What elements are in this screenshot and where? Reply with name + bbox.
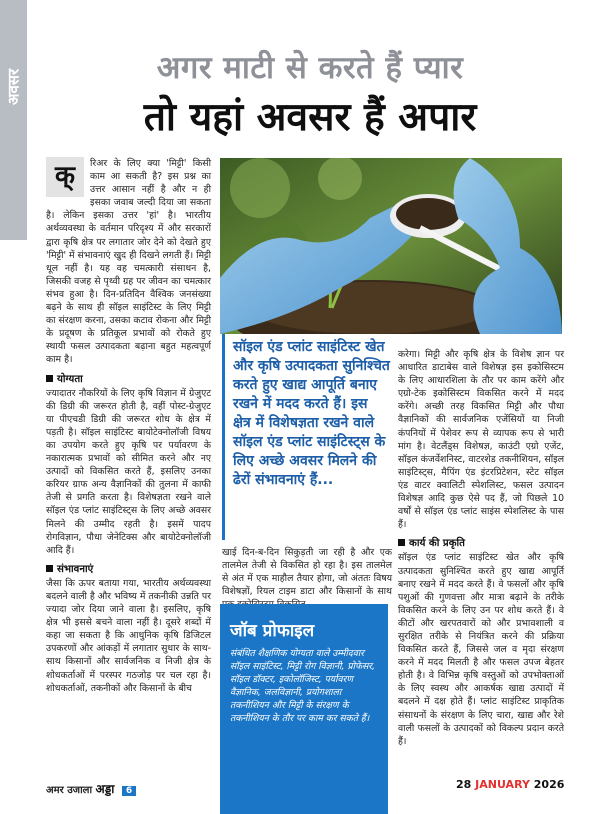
job-profile-box <box>220 604 388 814</box>
middle-paragraph: खाई दिन-ब-दिन सिकुड़ती जा रही है और एक तालमेल तेजी से विकसित हो रहा है। इस तालमेल से अंत में एक माहौल तैयार होगा, जो अंततः विषय विशेषज्ञों, रियल टाइम डाटा और किसानों के साथ <box>222 547 392 598</box>
date-month: JANUARY <box>475 778 530 791</box>
headline-line2: तो यहां अवसर हैं अपार <box>143 95 477 140</box>
date-year: 2026 <box>533 778 565 791</box>
job-profile-text: संबंधित शैक्षणिक योग्यता वाले उम्मीदवार सॉइल साइंटिस्ट, मिट्टी रोग विज्ञानी, प्रोफेसर, सॉइल डॉक्टर, इकोलॉजिस्ट, पर्यावरण वैज्ञानिक, जलविज्ञानी, प्रयोगशाला तकनीशियन और मिट्टी के संरक्षण के तकनीशियन के तौर पर काम कर सकते हैं। <box>230 648 375 724</box>
page-number: 6 <box>122 786 136 796</box>
right-column <box>398 348 564 748</box>
nature-of-work-heading: कार्य की प्रकृति <box>398 537 564 550</box>
left-column <box>46 157 211 695</box>
intro-paragraph: रिअर के लिए क्या 'मिट्टी' किसी काम आ सकती है? इस प्रश्न का उत्तर आसान नहीं है और न ही इसका जवाब जल्दी दिया जा सकता है। लेकिन इसका उत्तर 'हां' है। भारतीय अर्थव्यवस्था के वर्तमान परिदृश्य में और सरकारों द्वारा कृषि क्षेत्र पर लगातार जोर देने को देखते हुए 'मिट्टी' में संभावनाएं खुद ही दिखने लगती हैं। मिट्टी धूल नहीं है। यह वह चमत्कारी संसाधन है, जिसकी वजह से पृथ्वी ग्रह पर जीवन का चमत्कार संभव हुआ है। दिन-प्रतिदिन वैश्विक जनसंख्या बढ़ने के साथ ही सॉइल साइंटिस्ट के लिए मिट्टी का संरक्षण करना, उसका कटाव रोकना और मिट्टी के प्रदूषण के प्रतिकूल प्रभावों को रोकते हुए स्थायी फसल उत्पादकता बढ़ाना बहुत महत्वपूर्ण काम है। <box>46 158 211 366</box>
right-intro-paragraph: करेगा। मिट्टी और कृषि क्षेत्र के विशेष ज्ञान पर आधारित डाटाबेस वाले विशेषज्ञ इस इकोसिस्टम के लिए आधारशिला के तौर पर काम करेंगे और एग्रो-टेक इकोसिस्टम विकसित करने में मदद करेंगे। अच्छी तरह विकसित मिट्टी और पौधा वैज्ञानिकों की सार्वजनिक एजेंसियों या निजी कंपनियों में पेशेवर रूप से व्यापक रूप से भारी मांग है। वेटलैंड्स विशेषज्ञ, काउंटी एग्रो एजेंट, सॉइल कंजर्वेशनिस्ट, वाटरशेड तकनीशियन, सॉइल साइंटिस्ट्स, मैपिंग एंड इंटरप्रिटेशन, स्टेट सॉइल एंड वाटर क्वालिटी स्पेशलिस्ट, फसल उत्पादन विशेषज्ञ आदि कुछ ऐसे पद हैं, जो पिछले 10 वर्षों से सॉइल एंड प्लांट साइंस स्पेशलिस्ट के पास हैं। <box>398 349 564 531</box>
section-label: अवसर <box>4 68 23 106</box>
opportunities-paragraph: जैसा कि ऊपर बताया गया, भारतीय अर्थव्यवस्था बदलने वाली है और भविष्य में तकनीकी उन्नति पर ज्यादा जोर दिया जाने वाला है। इसलिए, कृषि क्षेत्र भी इससे बचने वाला नहीं है। दूसरे शब्दों में कहा जा सकता है कि आधुनिक कृषि डिजिटल उपकरणों और आंकड़ों में लगातार सुधार के साथ-साथ किसानों और सार्वजनिक व निजी क्षेत्र के शोधकर्ताओं में परस्पर गठजोड़ पर चल रहा है। शोधकर्ताओं, तकनीकों और किसानों के बीच <box>46 577 211 694</box>
brand-suffix: अड्डा <box>95 782 115 796</box>
brand-name: अमर उजाला <box>46 785 93 796</box>
section-band <box>0 0 27 240</box>
pull-quote: सॉइल एंड प्लांट साइंटिस्ट खेत और कृषि उत्पादकता सुनिश्चित करते हुए खाद्य आपूर्ति बनाए रखने में मदद करते हैं। इस क्षेत्र में विशेषज्ञता रखने वाले सॉइल एंड प्लांट साइंटिस्ट्स के लिए अच्छे अवसर मिलने की ढेरों संभावनाएं हैं... <box>222 334 390 540</box>
nature-of-work-paragraph: सॉइल एंड प्लांट साइंटिस्ट खेत और कृषि उत्पादकता सुनिश्चित करते हुए खाद्य आपूर्ति बनाए रखने में मदद करते हैं। वे फसलों और कृषि पशुओं की गुणवत्ता और मात्रा बढ़ाने के तरीके विकसित करने के लिए उन पर शोध करते हैं। वे कीटों और खरपतवारों को और प्रभावशाली व सुरक्षित तरीके से नियंत्रित करने की प्रक्रिया विकसित करते हैं, जिससे जल व मृदा संरक्षण करने में मदद मिलती है और फसल उपज बेहतर होती है। वे विभिन्न कृषि वस्तुओं को उपभोक्ताओं के लिए स्वस्थ और आकर्षक खाद्य उत्पादों में बदलने में दक्ष होते हैं। प्लांट साइंटिस्ट प्राकृतिक संसाधनों के संरक्षण के लिए चारा, खाद्य और रेशे वाली फसलों के उत्पादकों को विकल्प प्रदान करते हैं। <box>398 552 564 747</box>
eligibility-paragraph: ज्यादातर नौकरियों के लिए कृषि विज्ञान में ग्रेजुएट की डिग्री की जरूरत होती है, वहीं पोस्ट-ग्रेजुएट या पीएचडी डिग्री की जरूरत शोध के क्षेत्र में पड़ती है। सॉइल साइंटिस्ट बायोटेक्नोलॉजी विषय का उपयोग करते हुए कृषि पर पर्यावरण के नकारात्मक प्रभावों को सीमित करने और नए उत्पादों को विकसित करते हैं, इसलिए उनका करियर ग्राफ अन्य वैज्ञानिकों की तुलना में काफी तेजी से प्रगति करता है। विशेषज्ञता रखने वाले सॉइल एंड प्लांट साइंटिस्ट्स के लिए अच्छे अवसर मिलने की उम्मीद रहती है। इसमें पादप रोगविज्ञान, पौधा जेनेटिक्स और बायोटेक्नोलॉजी आदि हैं। <box>46 387 211 556</box>
date-day: 28 <box>456 778 472 791</box>
job-profile-title: जॉब प्रोफाइल <box>230 621 315 641</box>
headline-line1: अगर माटी से करते हैं प्यार <box>156 50 464 86</box>
soil-sample-photo <box>220 158 562 334</box>
issue-date <box>456 778 564 791</box>
eligibility-heading: योग्यता <box>46 373 211 386</box>
footer-logo <box>46 780 136 797</box>
drop-cap: क् <box>46 157 84 197</box>
opportunities-heading: संभावनाएं <box>46 563 211 576</box>
